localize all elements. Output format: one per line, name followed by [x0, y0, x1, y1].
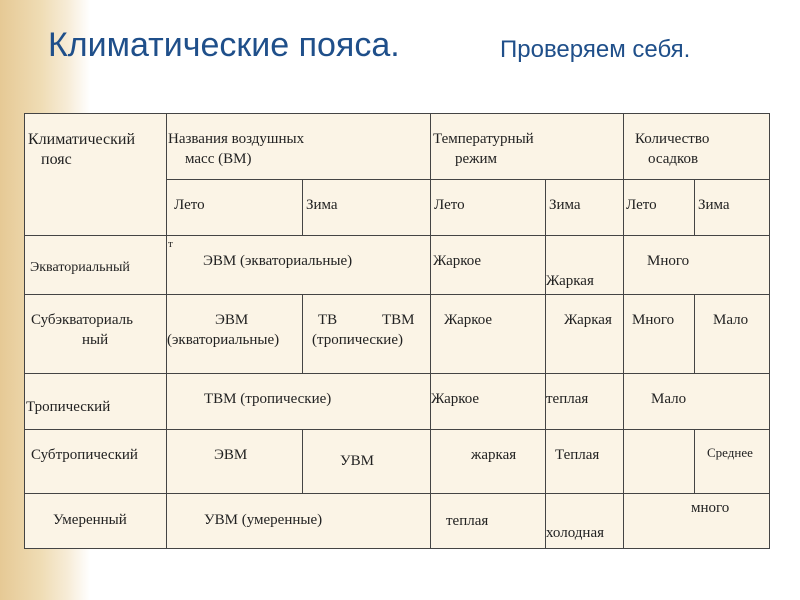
header-precip-winter-cell: [694, 179, 770, 236]
header-air-summer: Лето: [174, 197, 205, 213]
header-zone-cell: [24, 113, 167, 236]
header-air-masses-line2: масс (ВМ): [185, 151, 252, 167]
row-subtropical-precip-summer-cell: [623, 429, 695, 494]
row-tropical-air: ТВМ (тропические): [204, 391, 332, 407]
row-subtropical-air-winter: УВМ: [340, 453, 374, 469]
row-subequatorial-air-winter-tropical: (тропические): [312, 332, 403, 348]
row-temperate-air: УВМ (умеренные): [204, 512, 323, 528]
climate-zones-table: [24, 113, 770, 549]
row-subtropical-zone: Субтропический: [31, 447, 138, 463]
row-subequatorial-air-winter-cell: [302, 294, 431, 374]
row-subtropical-temp-summer: жаркая: [471, 447, 517, 463]
header-precip-winter: Зима: [698, 197, 730, 213]
row-subequatorial-air-winter-tvm: ТВМ: [382, 312, 415, 328]
row-subtropical-precip-winter: Среднее: [707, 445, 753, 460]
row-temperate-precip-cell: [623, 493, 770, 549]
header-temperature-line1: Температурный: [433, 131, 534, 147]
row-subequatorial-temp-summer: Жаркое: [444, 312, 493, 328]
header-temp-summer: Лето: [434, 197, 465, 213]
page-subtitle: Проверяем себя.: [500, 36, 691, 63]
row-subtropical-temp-winter: Теплая: [555, 447, 600, 463]
row-subtropical-air-summer: ЭВМ: [214, 447, 248, 463]
row-subequatorial-precip-summer: Много: [632, 312, 675, 328]
header-air-masses-line1: Названия воздушных: [168, 131, 305, 147]
row-subtropical-air-winter-cell: [302, 429, 431, 494]
row-temperate-temp-winter-cell: [545, 493, 624, 549]
row-tropical-precip-cell: [623, 373, 770, 430]
row-subequatorial-air-summer-line2: (экваториальные): [167, 332, 280, 348]
row-subequatorial-precip-summer-cell: [623, 294, 695, 374]
row-subequatorial-zone-line1: Субэкваториаль: [31, 312, 133, 328]
header-precipitation-line2: осадков: [648, 151, 699, 167]
header-temperature-line2: режим: [455, 151, 498, 167]
row-equatorial-temp-summer: Жаркое: [433, 253, 482, 269]
header-precipitation-cell: [623, 113, 770, 180]
row-equatorial-temp-summer-cell: [430, 235, 546, 295]
row-subequatorial-zone-line2: ный: [82, 332, 109, 348]
row-subequatorial-zone-cell: [24, 294, 167, 374]
row-subequatorial-precip-winter: Мало: [713, 312, 749, 328]
row-subequatorial-temp-summer-cell: [430, 294, 546, 374]
header-temp-winter-cell: [545, 179, 624, 236]
row-temperate-precip: много: [691, 500, 730, 516]
header-zone-line2: пояс: [41, 151, 72, 168]
row-equatorial-temp-winter: Жаркая: [546, 273, 594, 289]
row-tropical-temp-winter: теплая: [546, 391, 589, 407]
row-temperate-temp-summer-cell: [430, 493, 546, 549]
row-subequatorial-temp-winter-cell: [545, 294, 624, 374]
header-air-winter-cell: [302, 179, 431, 236]
row-equatorial-temp-winter-cell: [545, 235, 624, 295]
row-equatorial-stray-mark: т: [168, 238, 173, 250]
row-tropical-temp-summer: Жаркое: [431, 391, 480, 407]
row-subtropical-zone-cell: [24, 429, 167, 494]
header-precip-summer: Лето: [626, 197, 657, 213]
row-subtropical-temp-winter-cell: [545, 429, 624, 494]
header-air-winter: Зима: [306, 197, 338, 213]
row-subequatorial-air-winter-tv: ТВ: [318, 312, 338, 328]
header-temp-winter: Зима: [549, 197, 581, 213]
header-air-masses-cell: [166, 113, 431, 180]
row-subequatorial-precip-winter-cell: [694, 294, 770, 374]
row-temperate-zone-cell: [24, 493, 167, 549]
row-temperate-temp-summer: теплая: [446, 513, 489, 529]
row-tropical-zone-cell: [24, 373, 167, 430]
row-tropical-precip: Мало: [651, 391, 687, 407]
page-title: Климатические пояса.: [48, 26, 400, 64]
row-temperate-air-cell: [166, 493, 431, 549]
row-temperate-zone: Умеренный: [53, 512, 127, 528]
title-bar: [48, 22, 788, 72]
header-temp-summer-cell: [430, 179, 546, 236]
row-tropical-temp-winter-cell: [545, 373, 624, 430]
row-equatorial-precip: Много: [647, 253, 690, 269]
row-subtropical-air-summer-cell: [166, 429, 303, 494]
row-subtropical-temp-summer-cell: [430, 429, 546, 494]
row-temperate-temp-winter: холодная: [546, 525, 605, 541]
row-subequatorial-air-summer-line1: ЭВМ: [215, 312, 249, 328]
row-subtropical-precip-winter-cell: [694, 429, 770, 494]
row-tropical-temp-summer-cell: [430, 373, 546, 430]
row-equatorial-zone: Экваториальный: [30, 260, 130, 275]
header-air-summer-cell: [166, 179, 303, 236]
row-tropical-zone: Тропический: [26, 399, 111, 415]
row-equatorial-zone-cell: [24, 235, 167, 295]
row-equatorial-air: ЭВМ (экваториальные): [203, 253, 353, 269]
row-equatorial-precip-cell: [623, 235, 770, 295]
header-temperature-cell: [430, 113, 624, 180]
header-precipitation-line1: Количество: [635, 131, 710, 147]
row-subequatorial-air-summer-cell: [166, 294, 303, 374]
header-zone-line1: Климатический: [28, 131, 136, 148]
row-tropical-air-cell: [166, 373, 431, 430]
row-subequatorial-temp-winter: Жаркая: [564, 312, 612, 328]
row-equatorial-air-cell: [166, 235, 431, 295]
header-precip-summer-cell: [623, 179, 695, 236]
